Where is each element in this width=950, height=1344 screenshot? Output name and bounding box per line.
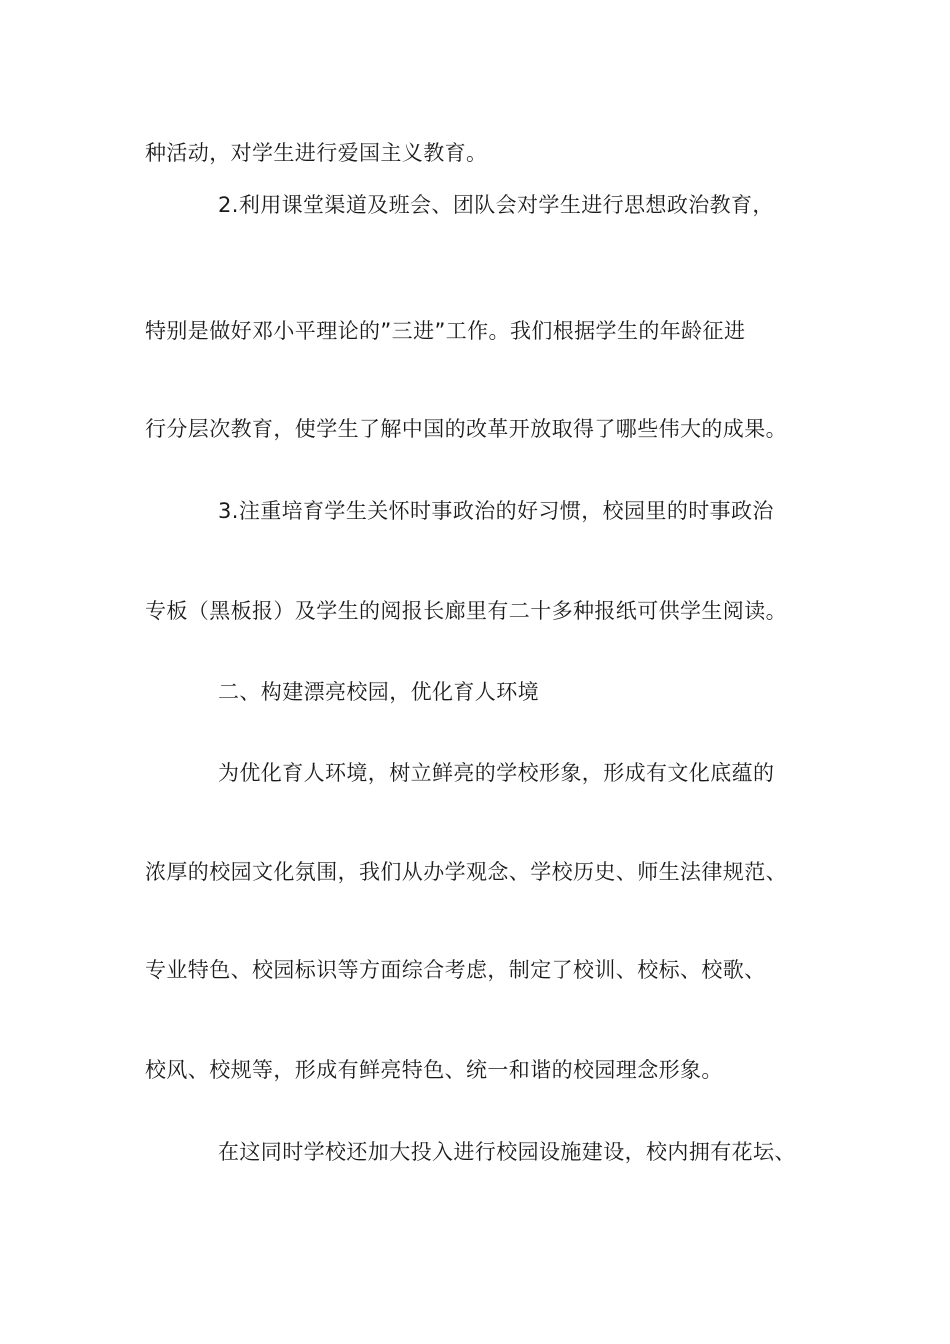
text-line-6: 专板（黑板报）及学生的阅报长廊里有二十多种报纸可供学生阅读。 <box>145 599 787 623</box>
text-line-4: 行分层次教育，使学生了解中国的改革开放取得了哪些伟大的成果。 <box>145 417 787 441</box>
text-line-8: 为优化育人环境，树立鲜亮的学校形象，形成有文化底蕴的 <box>218 761 775 785</box>
section-heading: 二、构建漂亮校园，优化育人环境 <box>218 680 539 704</box>
text-line-1: 种活动，对学生进行爱国主义教育。 <box>145 141 488 165</box>
text-line-10: 专业特色、校园标识等方面综合考虑，制定了校训、校标、校歌、 <box>145 958 766 982</box>
text-line-2: 2.利用课堂渠道及班会、团队会对学生进行思想政治教育， <box>218 193 774 217</box>
text-line-12: 在这同时学校还加大投入进行校园设施建设，校内拥有花坛、 <box>218 1140 796 1164</box>
text-line-3: 特别是做好邓小平理论的”三进”工作。我们根据学生的年龄征进 <box>145 319 746 343</box>
text-line-11: 校风、校规等，形成有鲜亮特色、统一和谐的校园理念形象。 <box>145 1058 723 1082</box>
text-line-5: 3.注重培育学生关怀时事政治的好习惯，校园里的时事政治 <box>218 499 774 523</box>
text-line-9: 浓厚的校园文化氛围，我们从办学观念、学校历史、师生法律规范、 <box>145 860 787 884</box>
